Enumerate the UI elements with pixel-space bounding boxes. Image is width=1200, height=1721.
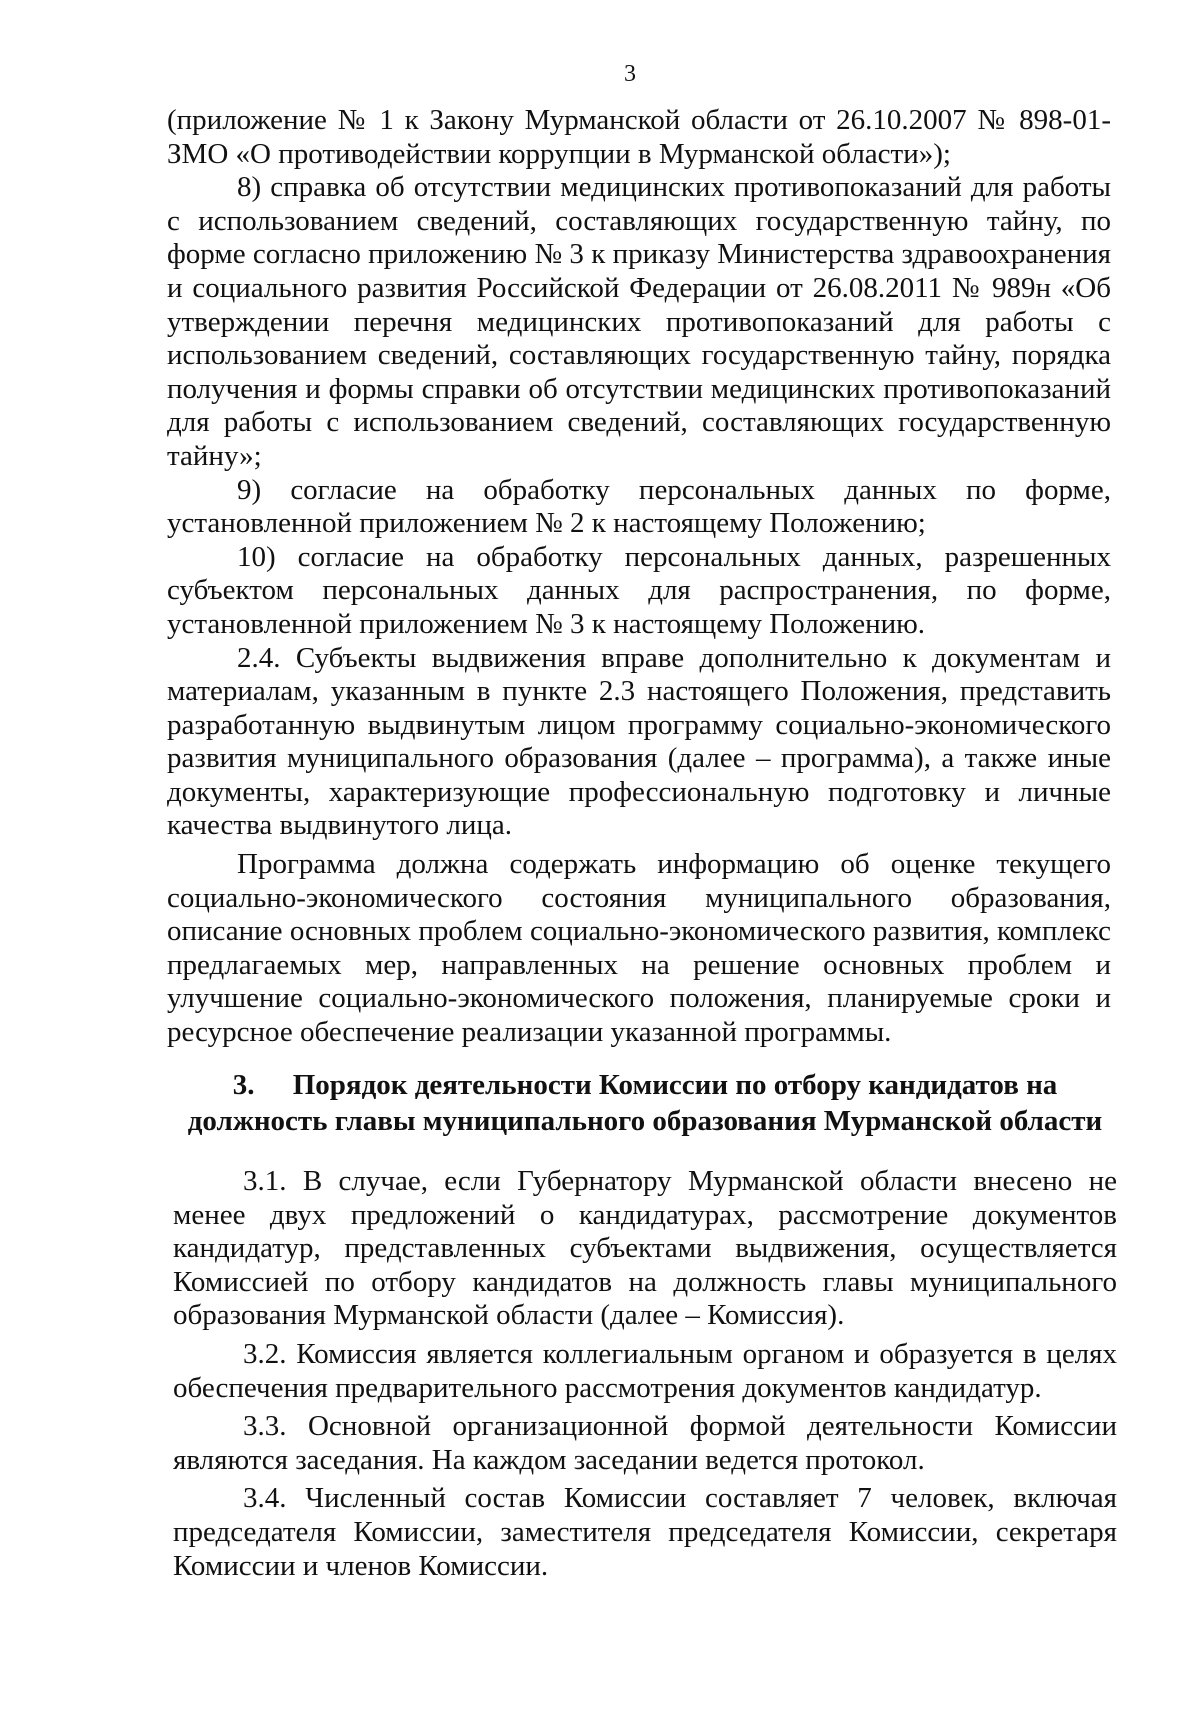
section-heading	[185, 1067, 1105, 1139]
paragraph-appendix-ref: (приложение № 1 к Закону Мурманской области от 26.10.2007 № 898-01-ЗМО «О противодействии коррупции в Мурманской области»);	[167, 104, 1111, 170]
paragraph-3-1: 3.1. В случае, если Губернатору Мурманской области внесено не менее двух предложений о кандидатурах, рассмотрение документов кандидатур, представленных субъектами выдвижения, осуществляется Комиссией по отбору кандидатов на должность главы муниципального образования Мурманской области (далее – Комиссия).	[173, 1165, 1117, 1332]
paragraph-2-4: 2.4. Субъекты выдвижения вправе дополнительно к документам и материалам, указанным в пункте 2.3 настоящего Положения, представить разработанную выдвинутым лицом программу социально-экономического развития муниципального образования (далее – программа), а также иные документы, характеризующие профессиональную подготовку и личные качества выдвинутого лица.	[167, 641, 1111, 842]
paragraph-item-8: 8) справка об отсутствии медицинских противопоказаний для работы с использованием сведений, составляющих государственную тайну, по форме согласно приложению № 3 к приказу Министерства здравоохранения и социального развития Российской Федерации от 26.08.2011 № 989н «Об утверждении перечня медицинских противопоказаний для работы с использованием сведений, составляющих государственную тайну, порядка получения и формы справки об отсутствии медицинских противопоказаний для работы с использованием сведений, составляющих государственную тайну»;	[167, 171, 1111, 472]
section-number: 3.	[232, 1069, 255, 1101]
paragraph-item-9: 9) согласие на обработку персональных данных по форме, установленной приложением № 2 к настоящему Положению;	[167, 473, 1111, 540]
text-block-bottom	[173, 1165, 1117, 1583]
paragraph-3-2: 3.2. Комиссия является коллегиальным органом и образуется в целях обеспечения предварительного рассмотрения документов кандидатур.	[173, 1337, 1117, 1404]
page-number: 3	[624, 61, 636, 87]
paragraph-3-4: 3.4. Численный состав Комиссии составляет 7 человек, включая председателя Комиссии, заместителя председателя Комиссии, секретаря Комиссии и членов Комиссии.	[173, 1482, 1117, 1582]
paragraph-item-10: 10) согласие на обработку персональных данных, разрешенных субъектом персональных данных для распространения, по форме, установленной приложением № 3 к настоящему Положению.	[167, 540, 1111, 640]
text-block-top	[167, 104, 1111, 1050]
paragraph-3-3: 3.3. Основной организационной формой деятельности Комиссии являются заседания. На каждом заседании ведется протокол.	[173, 1410, 1117, 1476]
section-title: Порядок деятельности Комиссии по отбору кандидатов на должность главы муниципального образования Мурманской области	[187, 1069, 1103, 1137]
paragraph-program: Программа должна содержать информацию об оценке текущего социально-экономического состояния муниципального образования, описание основных проблем социально-экономического развития, комплекс предлагаемых мер, направленных на решение основных проблем и улучшение социально-экономического положения, планируемые сроки и ресурсное обеспечение реализации указанной программы.	[167, 848, 1111, 1049]
